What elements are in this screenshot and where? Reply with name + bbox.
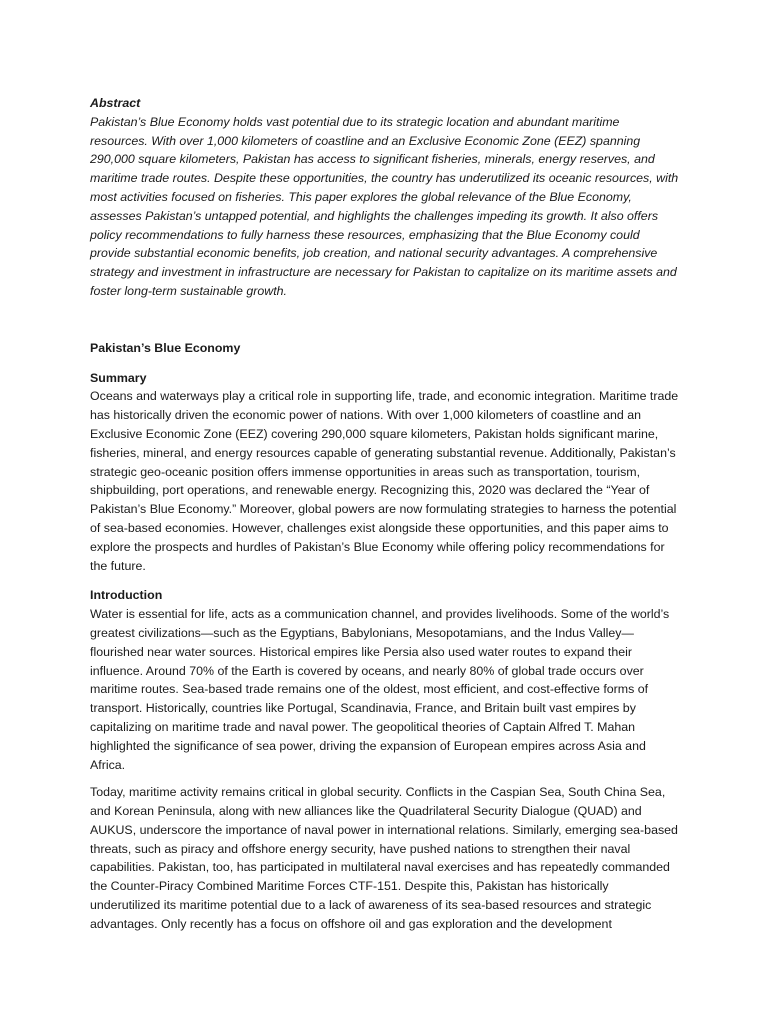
introduction-paragraph: Water is essential for life, acts as a communication channel, and provides livelihoods. Some of the world’s greatest civilizations—such as the Egyptians, Babylonians, Mesopotamians, and the Indus Valley—flourished near water sources. Historical empires like Persia also used water routes to expand their influence. Around 70% of the Earth is covered by oceans, and nearly 80% of global trade occurs over maritime routes. Sea-based trade remains one of the oldest, most efficient, and cost-effective forms of transport. Historically, countries like Portugal, Scandinavia, France, and Britain built vast empires by capitalizing on maritime trade and naval power. The geopolitical theories of Captain Alfred T. Mahan highlighted the significance of sea power, driving the expansion of European empires across Asia and Africa. [90, 607, 670, 772]
summary-heading: Summary [90, 370, 147, 385]
document-page [90, 94, 680, 934]
introduction-heading: Introduction [90, 588, 163, 603]
summary-text: Oceans and waterways play a critical role in supporting life, trade, and economic integration. Maritime trade has historically driven the economic power of nations. With over 1,000 kilometers of coastline and an Exclusive Economic Zone (EEZ) covering 290,000 square kilometers, Pakistan holds significant marine, fisheries, mineral, and energy resources capable of generating substantial revenue. Additionally, Pakistan’s strategic geo-oceanic position offers immense opportunities in areas such as transportation, tourism, shipbuilding, port operations, and renewable energy. Recognizing this, 2020 was declared the “Year of Pakistan’s Blue Economy.” Moreover, global powers are now formulating strategies to harness the potential of sea-based economies. However, challenges exist alongside these opportunities, and this paper aims to explore the prospects and hurdles of Pakistan’s Blue Economy while offering policy recommendations for the future. [90, 389, 679, 573]
document-title: Pakistan’s Blue Economy [90, 340, 241, 355]
introduction-paragraph: Today, maritime activity remains critical in global security. Conflicts in the Caspian Sea, South China Sea, and Korean Peninsula, along with new alliances like the Quadrilateral Security Dialogue (QUAD) and AUKUS, underscore the importance of naval power in international relations. Similarly, emerging sea-based threats, such as piracy and offshore energy security, have pushed nations to strengthen their naval capabilities. Pakistan, too, has participated in multilateral naval exercises and has repeatedly commanded the Counter-Piracy Combined Maritime Forces CTF-151. Despite this, Pakistan has historically underutilized its maritime potential due to a lack of awareness of its sea-based resources and strategic advantages. Only recently has a focus on offshore oil and gas exploration and the development [90, 785, 678, 931]
introduction-body [90, 605, 680, 934]
abstract-text: Pakistan’s Blue Economy holds vast potential due to its strategic location and abundant maritime resources. With over 1,000 kilometers of coastline and an Exclusive Economic Zone (EEZ) spanning 290,000 square kilometers, Pakistan has access to significant fisheries, minerals, energy reserves, and maritime trade routes. Despite these opportunities, the country has underutilized its oceanic resources, with most activities focused on fisheries. This paper explores the global relevance of the Blue Economy, assesses Pakistan’s untapped potential, and highlights the challenges impeding its growth. It also offers policy recommendations to fully harness these resources, emphasizing that the Blue Economy could provide substantial economic benefits, job creation, and national security advantages. A comprehensive strategy and investment in infrastructure are necessary for Pakistan to capitalize on its maritime assets and foster long-term sustainable growth. [90, 114, 679, 298]
abstract-heading: Abstract [90, 96, 141, 110]
